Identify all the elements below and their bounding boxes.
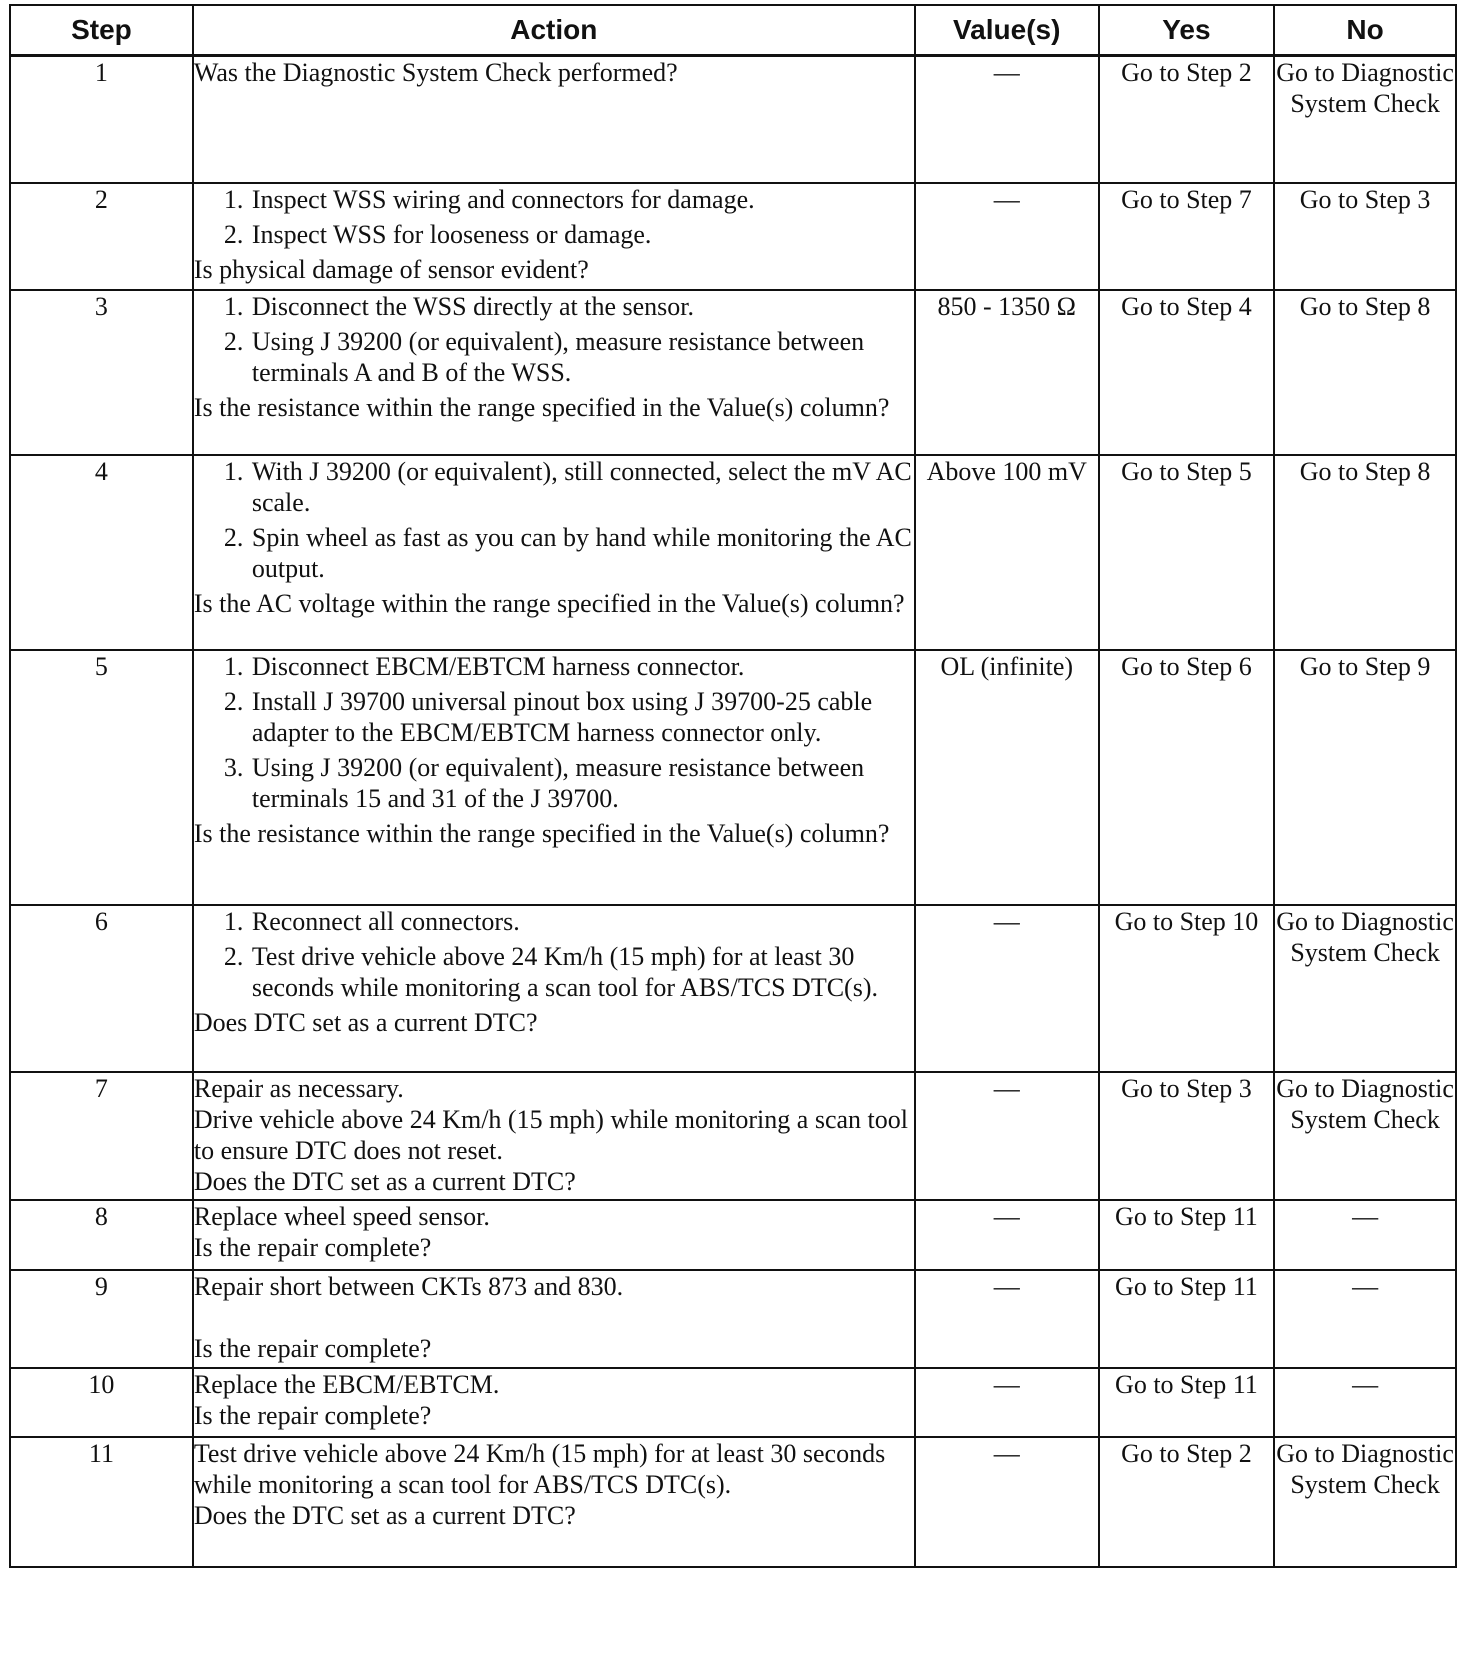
action-steps-list	[194, 184, 914, 250]
yes-cell: Go to Step 11	[1099, 1368, 1274, 1437]
action-step	[223, 326, 914, 388]
table-row	[10, 1437, 1456, 1567]
value-cell: —	[915, 1270, 1099, 1368]
action-cell	[193, 905, 915, 1072]
action-cell	[193, 290, 915, 455]
value-cell: —	[915, 905, 1099, 1072]
no-cell: Go to Step 3	[1274, 183, 1456, 290]
table-row	[10, 1200, 1456, 1270]
no-cell: Go to Step 9	[1274, 650, 1456, 905]
no-cell: —	[1274, 1368, 1456, 1437]
action-step-number: 2.	[223, 327, 244, 356]
table-row	[10, 650, 1456, 905]
action-cell	[193, 1270, 915, 1368]
action-text: Is physical damage of sensor evident?	[193, 255, 589, 284]
yes-cell: Go to Step 7	[1099, 183, 1274, 290]
action-text: Is the repair complete?	[193, 1334, 432, 1363]
action-text: Does DTC set as a current DTC?	[193, 1008, 538, 1037]
yes-cell: Go to Step 2	[1099, 55, 1274, 183]
action-cell	[193, 55, 915, 183]
action-text: Does the DTC set as a current DTC?	[193, 1167, 576, 1196]
table-row	[10, 55, 1456, 183]
action-step	[223, 291, 914, 322]
value-cell: Above 100 mV	[915, 455, 1099, 650]
diagnostic-table	[9, 4, 1457, 1568]
action-step-number: 2.	[223, 523, 244, 552]
action-text: Was the Diagnostic System Check performed?	[193, 57, 678, 87]
action-step-number: 1.	[223, 292, 244, 321]
value-cell: OL (infinite)	[915, 650, 1099, 905]
action-text	[194, 1302, 914, 1333]
action-step-text: Inspect WSS wiring and connectors for damage.	[251, 185, 755, 214]
yes-cell: Go to Step 5	[1099, 455, 1274, 650]
action-step-text: Reconnect all connectors.	[251, 907, 520, 936]
action-step-number: 1.	[223, 652, 244, 681]
no-cell: Go to Step 8	[1274, 290, 1456, 455]
step-number: 8	[10, 1200, 193, 1270]
action-step	[223, 686, 914, 748]
yes-cell: Go to Step 2	[1099, 1437, 1274, 1567]
table-row	[10, 455, 1456, 650]
step-number: 7	[10, 1072, 193, 1200]
action-step-number: 1.	[223, 457, 244, 486]
action-step-number: 2.	[223, 942, 244, 971]
action-step	[223, 219, 914, 250]
header-yes: Yes	[1099, 5, 1274, 55]
table-row	[10, 1072, 1456, 1200]
action-step-number: 1.	[223, 907, 244, 936]
yes-cell: Go to Step 4	[1099, 290, 1274, 455]
action-text: Drive vehicle above 24 Km/h (15 mph) while monitoring a scan tool to ensure DTC does not reset.	[193, 1105, 908, 1165]
table-row	[10, 1270, 1456, 1368]
action-text: Test drive vehicle above 24 Km/h (15 mph) for at least 30 seconds while monitoring a scan tool for ABS/TCS DTC(s).	[193, 1439, 886, 1499]
table-row	[10, 183, 1456, 290]
action-step-number: 3.	[223, 753, 244, 782]
action-text: Replace the EBCM/EBTCM.	[193, 1370, 500, 1399]
action-step-text: Spin wheel as fast as you can by hand while monitoring the AC output.	[251, 523, 912, 583]
no-cell: Go to Diagnostic System Check	[1274, 1437, 1456, 1567]
header-action: Action	[193, 5, 915, 55]
header-values: Value(s)	[915, 5, 1099, 55]
step-number: 2	[10, 183, 193, 290]
action-step	[223, 752, 914, 814]
value-cell: —	[915, 1200, 1099, 1270]
action-text: Repair as necessary.	[193, 1074, 404, 1103]
action-step	[223, 906, 914, 937]
value-cell: —	[915, 1072, 1099, 1200]
step-number: 3	[10, 290, 193, 455]
action-text: Is the resistance within the range specified in the Value(s) column?	[193, 393, 890, 422]
table-row	[10, 1368, 1456, 1437]
action-step-text: With J 39200 (or equivalent), still connected, select the mV AC scale.	[251, 457, 912, 517]
action-step-text: Using J 39200 (or equivalent), measure resistance between terminals A and B of the WSS.	[251, 327, 865, 387]
action-step-text: Disconnect the WSS directly at the sensor.	[251, 292, 695, 321]
action-text: Is the resistance within the range specified in the Value(s) column?	[193, 819, 890, 848]
action-text: Does the DTC set as a current DTC?	[193, 1501, 576, 1530]
step-number: 9	[10, 1270, 193, 1368]
header-no: No	[1274, 5, 1456, 55]
table-row	[10, 905, 1456, 1072]
step-number: 10	[10, 1368, 193, 1437]
action-step-text: Install J 39700 universal pinout box using J 39700-25 cable adapter to the EBCM/EBTCM harness connector only.	[251, 687, 873, 747]
header-row	[10, 5, 1456, 55]
value-cell: —	[915, 183, 1099, 290]
action-steps-list	[194, 456, 914, 584]
step-number: 11	[10, 1437, 193, 1567]
action-cell	[193, 1072, 915, 1200]
yes-cell: Go to Step 3	[1099, 1072, 1274, 1200]
action-steps-list	[194, 291, 914, 388]
yes-cell: Go to Step 11	[1099, 1270, 1274, 1368]
action-step-text: Using J 39200 (or equivalent), measure resistance between terminals 15 and 31 of the J 39700.	[251, 753, 865, 813]
table-row	[10, 290, 1456, 455]
action-step-text: Test drive vehicle above 24 Km/h (15 mph) for at least 30 seconds while monitoring a scan tool for ABS/TCS DTC(s).	[251, 942, 878, 1002]
no-cell: Go to Diagnostic System Check	[1274, 905, 1456, 1072]
action-text: Repair short between CKTs 873 and 830.	[193, 1272, 624, 1301]
value-cell: —	[915, 1368, 1099, 1437]
action-step-text: Disconnect EBCM/EBTCM harness connector.	[251, 652, 745, 681]
action-cell	[193, 183, 915, 290]
yes-cell: Go to Step 11	[1099, 1200, 1274, 1270]
action-step	[223, 651, 914, 682]
action-text: Is the repair complete?	[193, 1233, 432, 1262]
no-cell: —	[1274, 1270, 1456, 1368]
action-step	[223, 456, 914, 518]
action-step-text: Inspect WSS for looseness or damage.	[251, 220, 652, 249]
value-cell: —	[915, 55, 1099, 183]
value-cell: 850 - 1350 Ω	[915, 290, 1099, 455]
action-steps-list	[194, 906, 914, 1003]
action-cell	[193, 1368, 915, 1437]
action-steps-list	[194, 651, 914, 814]
action-step-number: 2.	[223, 220, 244, 249]
action-step	[223, 522, 914, 584]
step-number: 4	[10, 455, 193, 650]
yes-cell: Go to Step 6	[1099, 650, 1274, 905]
action-step-number: 2.	[223, 687, 244, 716]
no-cell: Go to Diagnostic System Check	[1274, 1072, 1456, 1200]
action-text: Is the repair complete?	[193, 1401, 432, 1430]
no-cell: Go to Step 8	[1274, 455, 1456, 650]
no-cell: —	[1274, 1200, 1456, 1270]
header-step: Step	[10, 5, 193, 55]
action-cell	[193, 1437, 915, 1567]
action-step-number: 1.	[223, 185, 244, 214]
action-cell	[193, 455, 915, 650]
action-cell	[193, 1200, 915, 1270]
yes-cell: Go to Step 10	[1099, 905, 1274, 1072]
action-text: Is the AC voltage within the range specified in the Value(s) column?	[193, 589, 905, 618]
no-cell: Go to Diagnostic System Check	[1274, 55, 1456, 183]
step-number: 6	[10, 905, 193, 1072]
value-cell: —	[915, 1437, 1099, 1567]
action-step	[223, 184, 914, 215]
action-cell	[193, 650, 915, 905]
action-text: Replace wheel speed sensor.	[193, 1202, 490, 1231]
action-step	[223, 941, 914, 1003]
step-number: 1	[10, 55, 193, 183]
step-number: 5	[10, 650, 193, 905]
